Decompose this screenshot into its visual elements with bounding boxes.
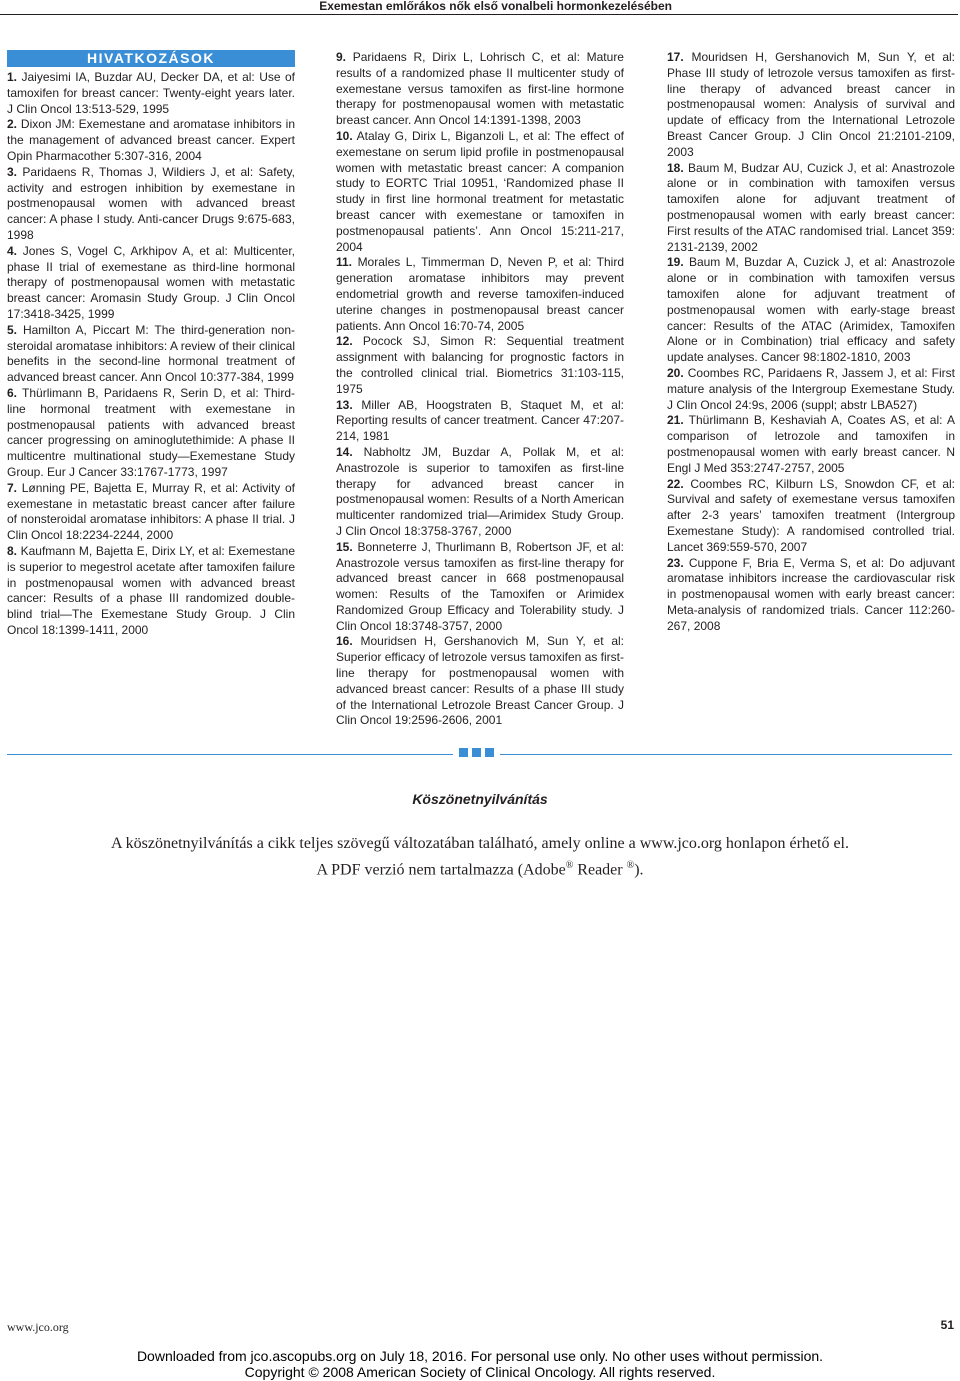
references-column-1 — [7, 50, 295, 639]
reference-text: Coombes RC, Kilburn LS, Snowdon CF, et al: Survival and safety of exemestane versus tamoxifen after 2-3 years’ tamoxifen treatment (Intergroup Exemestane Study): A randomised controlled trial. Lancet 369:559-570, 2007 — [667, 476, 955, 554]
reference-item — [336, 540, 624, 635]
reference-number: 10. — [336, 128, 353, 143]
reference-text: Cuppone F, Bria E, Verma S, et al: Do adjuvant aromatase inhibitors increase the cardiovascular risk in postmenopausal women with early breast cancer: Meta-analysis of randomized trials. Cancer 112:260- 267, 2008 — [667, 555, 955, 633]
reference-number: 22. — [667, 476, 684, 491]
reference-item — [667, 50, 955, 161]
reference-text: Kaufmann M, Bajetta E, Dirix LY, et al: Exemestane is superior to megestrol acetate after tamoxifen failure in postmenopausal women with advanced breast cancer: Results of a phase III randomized double-blind trial—The Exemestane Study Group. J Clin Oncol 18:1399-1411, 2000 — [7, 543, 295, 637]
reference-number: 6. — [7, 385, 18, 400]
square-icon — [485, 748, 494, 757]
acknowledgement-title: Köszönetnyilvánítás — [412, 791, 548, 807]
reference-text: Pocock SJ, Simon R: Sequential treatment assignment with balancing for prognostic factors in the controlled clinical trial. Biometrics 31:103-115, 1975 — [336, 334, 624, 396]
reference-number: 21. — [667, 413, 684, 428]
reference-number: 2. — [7, 117, 18, 132]
reference-text: Baum M, Budzar AU, Cuzick J, et al: Anastrozole alone or in combination with tamoxifen versus tamoxifen alone for adjuvant treatment of postmenopausal women with early breast cancer: First results of the ATAC randomised trial. Lancet 359: 2131-2139, 2002 — [667, 160, 955, 254]
registered-mark: ® — [626, 860, 635, 871]
reference-number: 12. — [336, 334, 353, 349]
reference-text: Mouridsen H, Gershanovich M, Sun Y, et al: Phase III study of letrozole versus tamoxifen as first-line therapy of advanced breast cancer in postmenopausal women: Analysis of survival and update of efficacy from the International Letrozole Breast Cancer Group. J Clin Oncol 21:2101-2109, 2003 — [667, 50, 955, 159]
running-head-text: Exemestan emlőrákos nők első vonalbeli hormonkezelésében — [319, 0, 672, 13]
reference-text: Coombes RC, Paridaens R, Jassem J, et al: First mature analysis of the Intergroup Exemestane Study. J Clin Oncol 24:9s, 2006 (suppl; abstr LBA527) — [667, 365, 955, 412]
reference-item — [667, 161, 955, 256]
reference-text: Nabholtz JM, Buzdar A, Pollak M, et al: Anastrozole is superior to tamoxifen as first-line therapy for advanced breast cancer in postmenopausal women: Results of a North American multicenter randomized trial—Arimidex Study Group. J Clin Oncol 18:3758-3767, 2000 — [336, 444, 624, 538]
reference-item — [336, 334, 624, 397]
registered-mark: ® — [565, 860, 574, 871]
reference-text: Jones S, Vogel C, Arkhipov A, et al: Multicenter, phase II trial of exemestane as third-line hormonal therapy of postmenopausal women with metastatic breast cancer: Aromasin Study Group. J Clin Oncol 17:3418-3425, 1999 — [7, 243, 295, 321]
reference-text: Thürlimann B, Paridaens R, Serin D, et al: Third-line hormonal treatment with exemestane in postmenopausal patients with advanced breast cancer progressing on aminoglutethimide: A phase II multicentre multinational study—Exemestane Study Group. Eur J Cancer 33:1767-1773, 1997 — [7, 385, 295, 479]
reference-number: 20. — [667, 365, 684, 380]
acknowledgement-text: A PDF verzió nem tartalmazza (Adobe — [316, 861, 566, 879]
reference-item — [667, 366, 955, 413]
footer-url[interactable]: www.jco.org — [7, 1320, 69, 1334]
reference-text: Bonneterre J, Thurlimann B, Robertson JF, et al: Anastrozole versus tamoxifen as first-line therapy for advanced breast cancer in 668 postmenopausal women: Results of the Tamoxifen or Arimidex Randomized Group Efficacy and Tolerability study. J Clin Oncol 18:3748-3757, 2000 — [336, 539, 624, 633]
reference-text: Mouridsen H, Gershanovich M, Sun Y, et al: Superior efficacy of letrozole versus tamoxifen as first-line therapy for postmenopausal women with advanced breast cancer: Results of a phase III study of the International Letrozole Breast Cancer Group. J Clin Oncol 19:2596-2606, 2001 — [336, 634, 624, 728]
reference-text: Morales L, Timmerman D, Neven P, et al: Third generation aromatase inhibitors may prevent endometrial growth and reverse tamoxifen-induced uterine changes in postmenopausal breast cancer patients. Ann Oncol 16:70-74, 2005 — [336, 255, 625, 333]
acknowledgement-line-1: A köszönetnyilvánítás a cikk teljes szövegű változatában található, amely online a www.jco.org honlapon érhető el. — [111, 835, 849, 852]
reference-item — [7, 481, 295, 544]
reference-item — [7, 323, 295, 386]
divider-squares-ornament — [453, 748, 500, 758]
reference-item — [7, 244, 295, 323]
download-notice-line-1: Downloaded from jco.ascopubs.org on July 18, 2016. For personal use only. No other uses without permission. — [136, 1348, 824, 1364]
references-column-3 — [667, 50, 955, 634]
reference-item — [7, 544, 295, 639]
square-icon — [472, 748, 481, 757]
references-column-2 — [336, 50, 624, 729]
reference-number: 1. — [7, 70, 18, 84]
reference-text: Lønning PE, Bajetta E, Murray R, et al: Activity of exemestane in metastatic breast cancer after failure of nonsteroidal aromatase inhibitors: A phase II trial. J Clin Oncol 18:2234-2244, 2000 — [7, 480, 296, 543]
reference-text: Hamilton A, Piccart M: The third-generation non-steroidal aromatase inhibitors: A review of their clinical benefits in the second-line hormonal treatment of advanced breast cancer. Ann Oncol 10:377-384, 1999 — [7, 322, 295, 385]
reference-item — [336, 129, 624, 255]
reference-number: 19. — [667, 255, 684, 270]
reference-item — [336, 634, 624, 729]
acknowledgement-line-2 — [0, 855, 960, 881]
reference-number: 17. — [667, 50, 684, 64]
reference-number: 8. — [7, 543, 18, 558]
reference-text: Jaiyesimi IA, Buzdar AU, Decker DA, et al: Use of tamoxifen for breast cancer: Twenty-eight years later. J Clin Oncol 13:513-529, 1995 — [7, 70, 295, 116]
page-number: 51 — [940, 1318, 954, 1332]
reference-number: 16. — [336, 634, 353, 649]
acknowledgement-text: Reader — [573, 861, 627, 879]
reference-number: 4. — [7, 243, 18, 258]
reference-item — [667, 556, 955, 635]
reference-item — [7, 386, 295, 481]
reference-number: 7. — [7, 480, 18, 495]
reference-text: Baum M, Buzdar A, Cuzick J, et al: Anastrozole alone or in combination with tamoxifen versus tamoxifen alone for adjuvant treatment of postmenopausal women with early-stage breast cancer: Results of the ATAC (Arimidex, Tamoxifen Alone or in Combination) trial efficacy and safety update analyses. Cancer 98:1802-1810, 2003 — [667, 255, 955, 365]
reference-item — [336, 255, 624, 334]
references-heading: HIVATKOZÁSOK — [7, 50, 295, 67]
reference-text: Paridaens R, Thomas J, Wildiers J, et al: Safety, activity and estrogen inhibition by exemestane in postmenopausal women with advanced breast cancer: A phase I study. Anti-cancer Drugs 9:675-683, 1998 — [7, 164, 295, 242]
reference-item — [667, 477, 955, 556]
running-head — [0, 0, 958, 15]
reference-number: 5. — [7, 322, 18, 337]
acknowledgement-text: ). — [634, 861, 644, 879]
reference-number: 11. — [336, 255, 353, 270]
reference-text: Dixon JM: Exemestane and aromatase inhibitors in the management of advanced breast cancer. Expert Opin Pharmacother 5:307-316, 2004 — [7, 117, 295, 163]
reference-number: 13. — [336, 397, 353, 412]
square-icon — [459, 748, 468, 757]
copyright-notice: Copyright © 2008 American Society of Clinical Oncology. All rights reserved. — [244, 1364, 716, 1380]
reference-text: Paridaens R, Dirix L, Lohrisch C, et al: Mature results of a randomized phase II multicenter study of exemestane versus tamoxifen as first-line hormone therapy for postmenopausal women with metastatic breast cancer. Ann Oncol 14:1391-1398, 2003 — [336, 50, 624, 128]
reference-number: 9. — [336, 50, 347, 64]
reference-item — [336, 50, 624, 129]
reference-number: 18. — [667, 160, 684, 175]
reference-number: 23. — [667, 555, 684, 570]
reference-item — [7, 165, 295, 244]
reference-number: 3. — [7, 164, 18, 179]
reference-item — [7, 70, 295, 117]
reference-item — [336, 398, 624, 445]
reference-text: Thürlimann B, Keshaviah A, Coates AS, et al: A comparison of letrozole and tamoxifen in postmenopausal women with early breast cancer. N Engl J Med 353:2747-2757, 2005 — [667, 413, 955, 475]
reference-number: 15. — [336, 539, 353, 554]
reference-item — [336, 445, 624, 540]
reference-item — [667, 413, 955, 476]
reference-item — [667, 255, 955, 366]
download-notice — [0, 1348, 960, 1380]
acknowledgement-body — [0, 833, 960, 881]
reference-item — [7, 117, 295, 164]
reference-text: Atalay G, Dirix L, Biganzoli L, et al: The effect of exemestane on serum lipid profile in postmenopausal women with metastatic breast cancer: A companion study to EORTC Trial 10951, ‘Randomized phase II study in first line hormonal treatment for metastatic breast cancer with exemestane or tamoxifen in postmenopausal patients’. Ann Oncol 15:211-217, 2004 — [336, 128, 625, 254]
reference-number: 14. — [336, 444, 353, 459]
reference-text: Miller AB, Hoogstraten B, Staquet M, et al: Reporting results of cancer treatment. Cancer 47:207-214, 1981 — [336, 397, 624, 444]
